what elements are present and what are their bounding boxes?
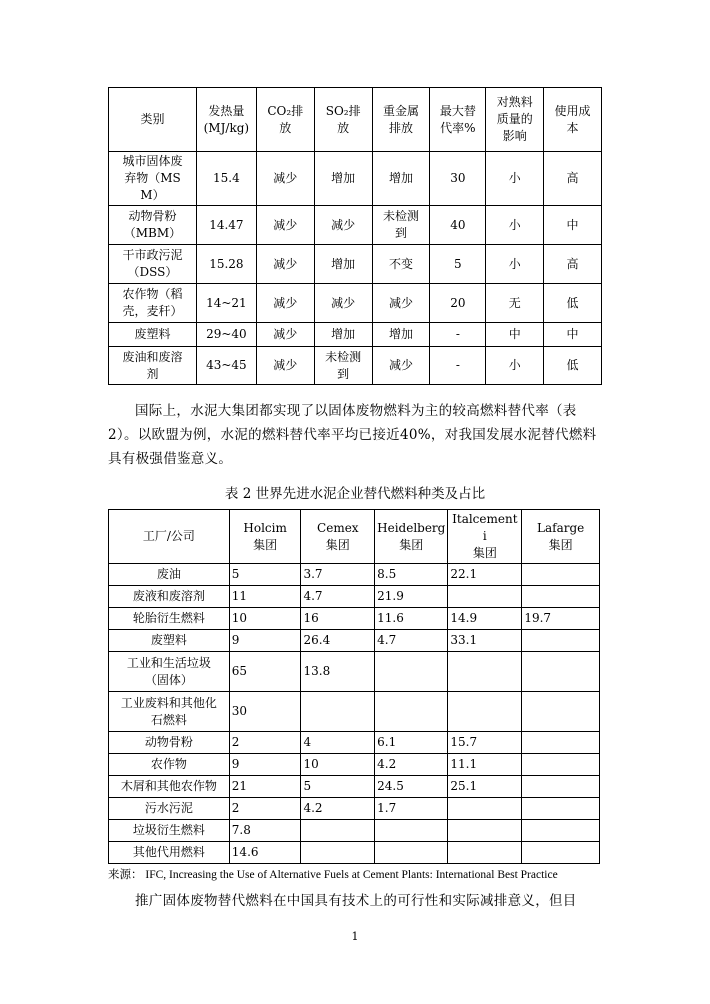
table-row xyxy=(109,692,600,732)
table-cell: 21.9 xyxy=(375,586,448,608)
table-cell: 19.7 xyxy=(522,608,600,630)
table-cell: 减少 xyxy=(256,347,314,385)
table-row xyxy=(109,347,602,385)
table-cell: 污水污泥 xyxy=(109,798,230,820)
table-cell: 11.1 xyxy=(448,754,522,776)
header-cell: 对熟料 质量的 影响 xyxy=(486,88,544,152)
table-cell: 不变 xyxy=(372,245,430,284)
table-cell: 26.4 xyxy=(301,630,375,652)
table-cell: 11 xyxy=(229,586,301,608)
table-cell: 9 xyxy=(229,754,301,776)
table-cell: 干市政污泥 （DSS） xyxy=(109,245,197,284)
table-cell: 城市固体废 弃物（MS M） xyxy=(109,152,197,206)
header-row xyxy=(109,88,602,152)
table-cell: 小 xyxy=(486,245,544,284)
table-cell xyxy=(375,692,448,732)
header-cell: Cemex 集团 xyxy=(301,510,375,564)
header-cell: 工厂/公司 xyxy=(109,510,230,564)
table-cell xyxy=(522,776,600,798)
paragraph-2-text: 推广固体废物替代燃料在中国具有技术上的可行性和实际减排意义，但目 xyxy=(135,893,577,909)
table-cell: 小 xyxy=(486,152,544,206)
table-1 xyxy=(108,87,602,385)
table-cell: 高 xyxy=(544,152,602,206)
table-cell: 低 xyxy=(544,347,602,385)
table-cell: 减少 xyxy=(256,152,314,206)
table-cell: 低 xyxy=(544,284,602,323)
table-row xyxy=(109,152,602,206)
table-cell: 3.7 xyxy=(301,564,375,586)
table-cell xyxy=(522,630,600,652)
table-cell: 6.1 xyxy=(375,732,448,754)
table-row xyxy=(109,245,602,284)
table-cell: 其他代用燃料 xyxy=(109,842,230,864)
table-cell: 10 xyxy=(229,608,301,630)
table-cell xyxy=(522,820,600,842)
header-cell: 类别 xyxy=(109,88,197,152)
table-cell: 减少 xyxy=(256,323,314,347)
table-cell: 20 xyxy=(430,284,486,323)
table-cell: 14.47 xyxy=(196,206,256,245)
table-row xyxy=(109,323,602,347)
table-cell xyxy=(448,798,522,820)
table-row xyxy=(109,608,600,630)
table-cell: 减少 xyxy=(314,284,372,323)
table-cell xyxy=(522,586,600,608)
table-cell xyxy=(448,652,522,692)
table-cell: 废塑料 xyxy=(109,630,230,652)
table-cell: 10 xyxy=(301,754,375,776)
table-cell: 43~45 xyxy=(196,347,256,385)
table-cell: 增加 xyxy=(372,323,430,347)
table-cell: 减少 xyxy=(314,206,372,245)
table-cell: 废油和废溶 剂 xyxy=(109,347,197,385)
table-cell: - xyxy=(430,347,486,385)
table-cell: 14.9 xyxy=(448,608,522,630)
table-cell: 小 xyxy=(486,347,544,385)
header-cell: SO₂排 放 xyxy=(314,88,372,152)
table-cell: 减少 xyxy=(256,284,314,323)
table-cell: 4.2 xyxy=(375,754,448,776)
header-cell: Italcement i 集团 xyxy=(448,510,522,564)
table-cell xyxy=(522,652,600,692)
table-cell: 工业废料和其他化 石燃料 xyxy=(109,692,230,732)
table-cell: 21 xyxy=(229,776,301,798)
table-cell xyxy=(301,692,375,732)
table-cell: 5 xyxy=(301,776,375,798)
table-cell: 15.4 xyxy=(196,152,256,206)
table-cell: - xyxy=(430,323,486,347)
table-cell: 无 xyxy=(486,284,544,323)
header-cell: 重金属 排放 xyxy=(372,88,430,152)
table-cell: 高 xyxy=(544,245,602,284)
table-cell: 30 xyxy=(430,152,486,206)
header-cell: 使用成 本 xyxy=(544,88,602,152)
table-cell: 4 xyxy=(301,732,375,754)
table-cell xyxy=(448,586,522,608)
table-cell: 4.7 xyxy=(301,586,375,608)
table-row xyxy=(109,754,600,776)
table-cell xyxy=(522,564,600,586)
table-cell: 轮胎衍生燃料 xyxy=(109,608,230,630)
table-cell xyxy=(375,652,448,692)
table-cell: 14~21 xyxy=(196,284,256,323)
table-cell: 1.7 xyxy=(375,798,448,820)
table-cell: 增加 xyxy=(314,152,372,206)
table-cell xyxy=(448,842,522,864)
table-cell: 33.1 xyxy=(448,630,522,652)
table-row xyxy=(109,776,600,798)
table-cell: 减少 xyxy=(256,206,314,245)
table-row xyxy=(109,630,600,652)
table-cell: 15.28 xyxy=(196,245,256,284)
table-cell: 垃圾衍生燃料 xyxy=(109,820,230,842)
table-cell xyxy=(522,754,600,776)
header-cell: 最大替 代率% xyxy=(430,88,486,152)
table-row xyxy=(109,564,600,586)
table-cell: 4.2 xyxy=(301,798,375,820)
table-cell: 减少 xyxy=(256,245,314,284)
table-cell xyxy=(448,820,522,842)
table-cell: 5 xyxy=(430,245,486,284)
table-cell: 30 xyxy=(229,692,301,732)
table-row xyxy=(109,206,602,245)
table-cell: 16 xyxy=(301,608,375,630)
table-row xyxy=(109,652,600,692)
table-cell: 未检测 到 xyxy=(314,347,372,385)
table-row xyxy=(109,842,600,864)
table-cell: 中 xyxy=(486,323,544,347)
header-cell: 发热量 (MJ/kg) xyxy=(196,88,256,152)
table-cell: 动物骨粉 （MBM） xyxy=(109,206,197,245)
table-cell xyxy=(522,798,600,820)
table-cell: 25.1 xyxy=(448,776,522,798)
table-cell: 工业和生活垃圾 （固体） xyxy=(109,652,230,692)
table-2-caption: 表 2 世界先进水泥企业替代燃料种类及占比 xyxy=(224,486,486,502)
table-cell: 8.5 xyxy=(375,564,448,586)
table-cell: 4.7 xyxy=(375,630,448,652)
header-cell: Holcim 集团 xyxy=(229,510,301,564)
table-cell: 5 xyxy=(229,564,301,586)
table-cell: 增加 xyxy=(314,245,372,284)
table-cell: 小 xyxy=(486,206,544,245)
table-cell: 9 xyxy=(229,630,301,652)
table-row xyxy=(109,732,600,754)
table-row xyxy=(109,798,600,820)
header-cell: Heidelberg 集团 xyxy=(375,510,448,564)
table-cell: 65 xyxy=(229,652,301,692)
source-note: 来源： IFC, Increasing the Use of Alternative Fuels at Cement Plants: International Best Practice xyxy=(108,869,558,881)
table-cell: 24.5 xyxy=(375,776,448,798)
table-cell: 11.6 xyxy=(375,608,448,630)
paragraph-2 xyxy=(108,889,602,913)
table-cell: 废液和废溶剂 xyxy=(109,586,230,608)
table-cell: 未检测 到 xyxy=(372,206,430,245)
table-cell: 农作物 xyxy=(109,754,230,776)
table-cell xyxy=(448,692,522,732)
table-cell: 7.8 xyxy=(229,820,301,842)
table-cell: 增加 xyxy=(314,323,372,347)
table-cell xyxy=(301,820,375,842)
table-cell: 增加 xyxy=(372,152,430,206)
table-cell xyxy=(522,732,600,754)
header-cell: CO₂排 放 xyxy=(256,88,314,152)
header-row xyxy=(109,510,600,564)
paragraph-1 xyxy=(108,399,602,471)
table-cell: 废塑料 xyxy=(109,323,197,347)
table-cell: 木屑和其他农作物 xyxy=(109,776,230,798)
paragraph-1-text: 国际上，水泥大集团都实现了以固体废物燃料为主的较高燃料替代率（表2）。以欧盟为例，水泥的燃料替代率平均已接近40%，对我国发展水泥替代燃料具有极强借鉴意义。 xyxy=(108,403,597,467)
table-cell: 13.8 xyxy=(301,652,375,692)
table-cell: 14.6 xyxy=(229,842,301,864)
table-cell xyxy=(522,842,600,864)
table-cell: 22.1 xyxy=(448,564,522,586)
table-2 xyxy=(108,509,600,864)
table-cell: 农作物（稻 壳，麦秆） xyxy=(109,284,197,323)
table-cell: 40 xyxy=(430,206,486,245)
table-cell xyxy=(522,692,600,732)
table-cell: 减少 xyxy=(372,284,430,323)
table-cell xyxy=(301,842,375,864)
table-cell: 废油 xyxy=(109,564,230,586)
table-cell: 中 xyxy=(544,206,602,245)
table-cell: 2 xyxy=(229,732,301,754)
table-row xyxy=(109,284,602,323)
table-cell: 2 xyxy=(229,798,301,820)
table-cell: 29~40 xyxy=(196,323,256,347)
table-cell: 减少 xyxy=(372,347,430,385)
table-cell xyxy=(375,820,448,842)
table-cell: 中 xyxy=(544,323,602,347)
table-row xyxy=(109,586,600,608)
table-cell: 动物骨粉 xyxy=(109,732,230,754)
header-cell: Lafarge 集团 xyxy=(522,510,600,564)
table-cell xyxy=(375,842,448,864)
table-row xyxy=(109,820,600,842)
page-number: 1 xyxy=(351,930,359,943)
table-cell: 15.7 xyxy=(448,732,522,754)
